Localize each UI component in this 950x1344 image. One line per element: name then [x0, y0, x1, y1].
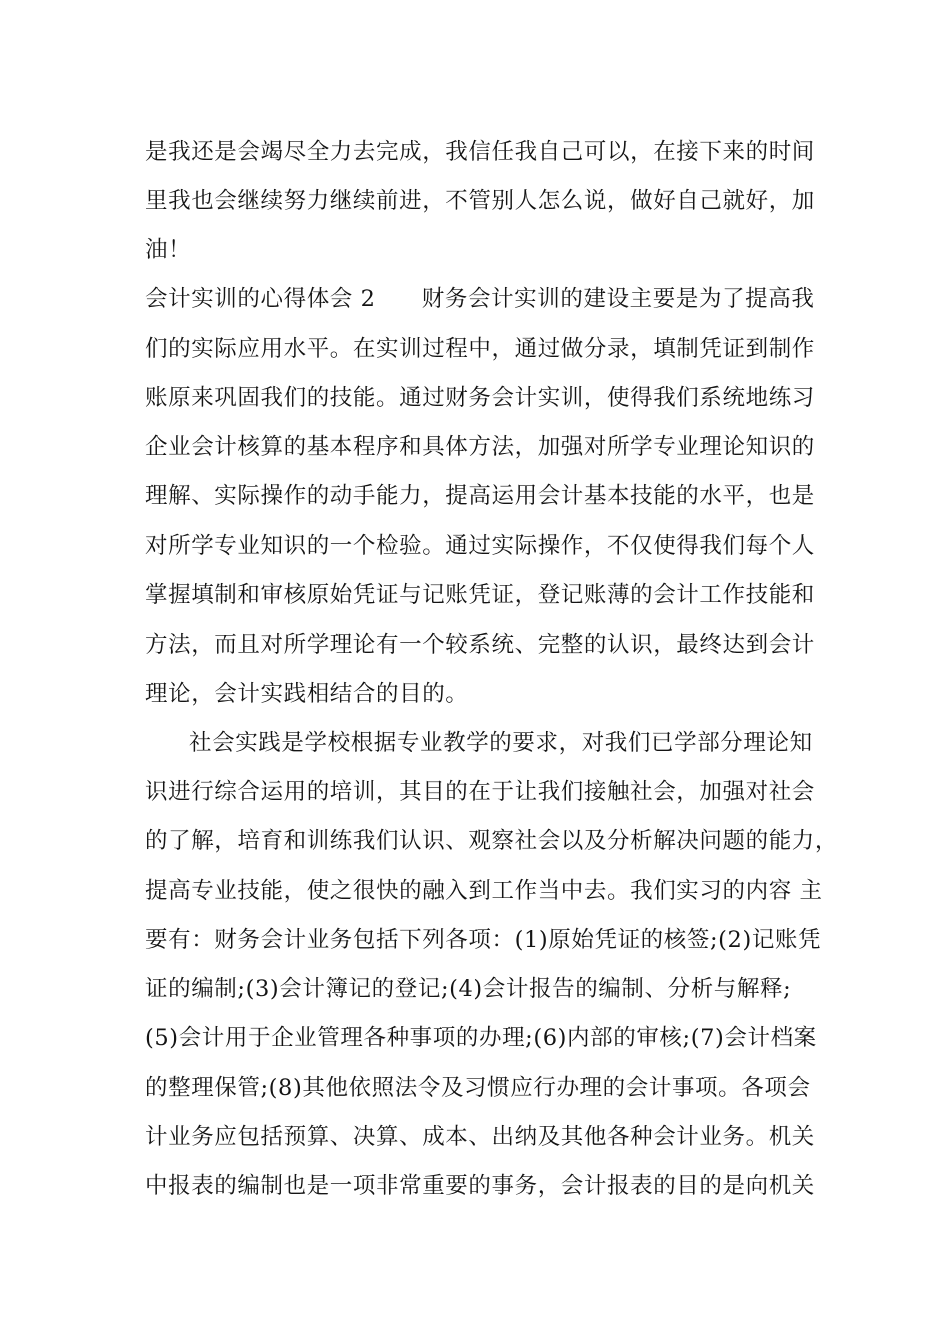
text-line: 证的编制;(3)会计簿记的登记;(4)会计报告的编制、分析与解释; [145, 976, 792, 1002]
text-line: 要有：财务会计业务包括下列各项：(1)原始凭证的核签;(2)记账凭 [145, 927, 822, 953]
text-line: 提高专业技能，使之很快的融入到工作当中去。我们实习的内容 主 [145, 878, 823, 904]
text-line: 理解、实际操作的动手能力，提高运用会计基本技能的水平，也是 [145, 483, 815, 509]
text-line: 对所学专业知识的一个检验。通过实际操作，不仅使得我们每个人 [145, 533, 815, 559]
text-line: 计业务应包括预算、决算、成本、出纳及其他各种会计业务。机关 [145, 1124, 815, 1150]
text-line: 的了解，培育和训练我们认识、观察社会以及分析解决问题的能力， [145, 828, 839, 854]
text-line: 会计实训的心得体会 2 财务会计实训的建设主要是为了提高我 [145, 286, 815, 312]
text-line: 油！ [145, 237, 192, 263]
text-line: 方法，而且对所学理论有一个较系统、完整的认识，最终达到会计 [145, 632, 815, 658]
text-line: 掌握填制和审核原始凭证与记账凭证，登记账薄的会计工作技能和 [145, 582, 815, 608]
text-line: 的整理保管;(8)其他依照法令及习惯应行办理的会计事项。各项会 [145, 1075, 811, 1101]
paragraph-first-line: 社会实践是学校根据专业教学的要求，对我们已学部分理论知 [189, 730, 813, 756]
text-line: 企业会计核算的基本程序和具体方法，加强对所学专业理论知识的 [145, 434, 815, 460]
text-line: 里我也会继续努力继续前进，不管别人怎么说，做好自己就好，加 [145, 188, 815, 214]
text-line: 账原来巩固我们的技能。通过财务会计实训，使得我们系统地练习 [145, 385, 815, 411]
text-line: 们的实际应用水平。在实训过程中，通过做分录，填制凭证到制作 [145, 336, 815, 362]
text-line: 中报表的编制也是一项非常重要的事务，会计报表的目的是向机关 [145, 1173, 815, 1199]
text-line: 理论，会计实践相结合的目的。 [145, 681, 469, 707]
text-line: 识进行综合运用的培训，其目的在于让我们接触社会，加强对社会 [145, 779, 815, 805]
text-line: (5)会计用于企业管理各种事项的办理;(6)内部的审核;(7)会计档案 [145, 1025, 817, 1051]
text-line: 是我还是会竭尽全力去完成，我信任我自己可以，在接下来的时间 [145, 139, 815, 165]
